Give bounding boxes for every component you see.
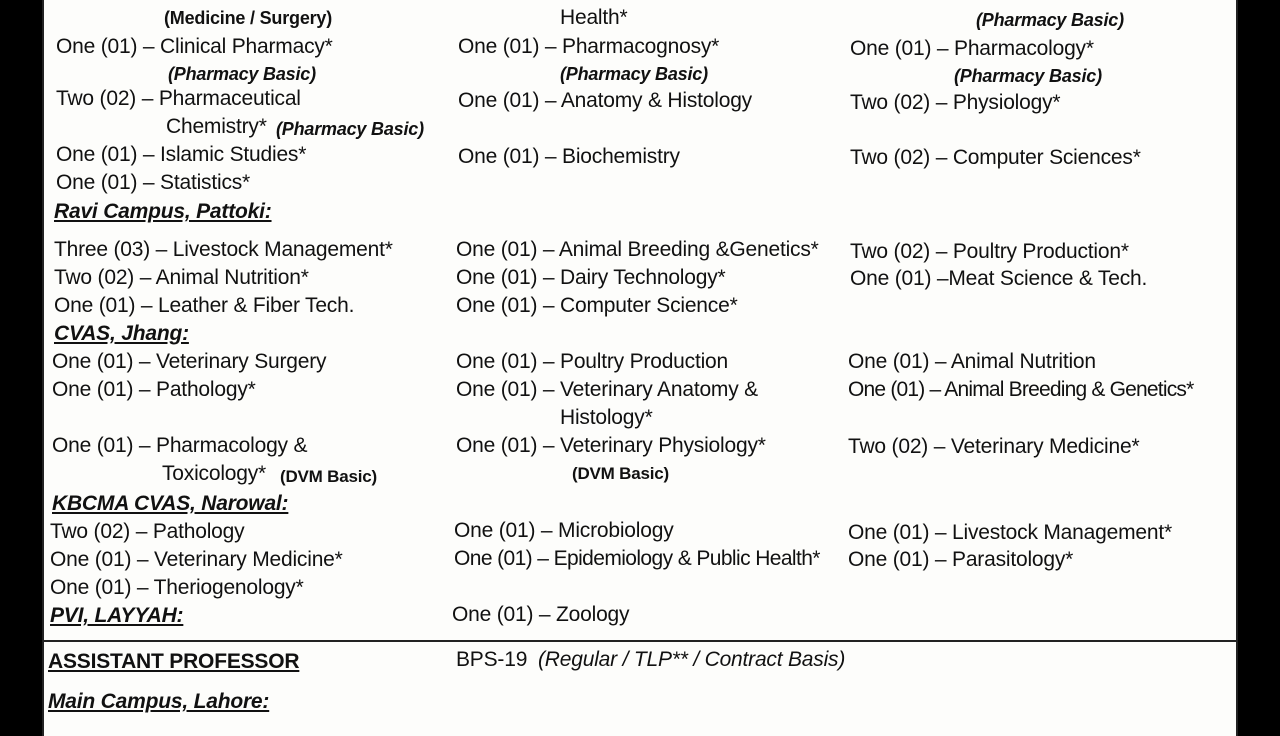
section-divider <box>44 640 1236 642</box>
post-statistics: One (01) – Statistics* <box>56 171 251 194</box>
post-animal-nutrition: Two (02) – Animal Nutrition* <box>54 266 309 289</box>
post-pathology: One (01) – Pathology* <box>52 378 256 401</box>
post-physiology: Two (02) – Physiology* <box>850 91 1061 114</box>
post-biochemistry: One (01) – Biochemistry <box>458 145 680 168</box>
post-chemistry: Chemistry* <box>166 115 267 138</box>
post-histology: Histology* <box>560 406 653 429</box>
note-pharmacy-basic: (Pharmacy Basic) <box>168 64 316 84</box>
post-leather-fiber: One (01) – Leather & Fiber Tech. <box>54 294 355 317</box>
note-dvm-basic: (DVM Basic) <box>280 467 377 486</box>
note-pharmacy-basic: (Pharmacy Basic) <box>954 66 1102 86</box>
post-toxicology: Toxicology* <box>162 462 267 485</box>
post-microbiology: One (01) – Microbiology <box>454 519 674 542</box>
post-pharmacology: One (01) – Pharmacology* <box>850 37 1094 60</box>
post-meat-science: One (01) –Meat Science & Tech. <box>850 267 1148 290</box>
post-pharmaceutical: Two (02) – Pharmaceutical <box>56 87 301 110</box>
heading-assistant-professor: ASSISTANT PROFESSOR <box>48 650 300 673</box>
top-right-note: (Pharmacy Basic) <box>976 10 1124 30</box>
top-mid-continued: Health* <box>560 6 628 29</box>
post-livestock-management: Three (03) – Livestock Management* <box>54 238 393 261</box>
post-veterinary-medicine: Two (02) – Veterinary Medicine* <box>848 435 1140 458</box>
post-dairy-technology: One (01) – Dairy Technology* <box>456 266 726 289</box>
post-theriogenology: One (01) – Theriogenology* <box>50 576 304 599</box>
employment-basis: (Regular / TLP** / Contract Basis) <box>538 648 846 671</box>
post-veterinary-medicine: One (01) – Veterinary Medicine* <box>50 548 343 571</box>
post-pathology: Two (02) – Pathology <box>50 520 245 543</box>
post-animal-nutrition: One (01) – Animal Nutrition <box>848 350 1096 373</box>
post-animal-breeding: One (01) – Animal Breeding &Genetics* <box>456 238 819 261</box>
post-epidemiology-public-health: One (01) – Epidemiology & Public Health* <box>454 547 820 570</box>
post-livestock-management: One (01) – Livestock Management* <box>848 521 1172 544</box>
post-anatomy-histology: One (01) – Anatomy & Histology <box>458 89 752 112</box>
heading-main-campus-lahore: Main Campus, Lahore: <box>48 690 270 713</box>
note-pharmacy-basic: (Pharmacy Basic) <box>276 119 424 139</box>
post-animal-breeding-genetics: One (01) – Animal Breeding & Genetics* <box>848 378 1194 401</box>
heading-kbcma-narowal: KBCMA CVAS, Narowal: <box>52 492 289 515</box>
post-computer-science: One (01) – Computer Science* <box>456 294 738 317</box>
post-clinical-pharmacy: One (01) – Clinical Pharmacy* <box>56 35 333 58</box>
post-veterinary-anatomy: One (01) – Veterinary Anatomy & <box>456 378 758 401</box>
post-islamic-studies: One (01) – Islamic Studies* <box>56 143 307 166</box>
note-dvm-basic: (DVM Basic) <box>572 464 669 483</box>
document-page <box>42 0 1238 736</box>
post-poultry-production: One (01) – Poultry Production <box>456 350 729 373</box>
post-pharmacology-toxicology: One (01) – Pharmacology & <box>52 434 308 457</box>
note-pharmacy-basic: (Pharmacy Basic) <box>560 64 708 84</box>
heading-cvas-jhang: CVAS, Jhang: <box>54 322 189 345</box>
post-poultry-production: Two (02) – Poultry Production* <box>850 240 1129 263</box>
post-veterinary-physiology: One (01) – Veterinary Physiology* <box>456 434 766 457</box>
post-parasitology: One (01) – Parasitology* <box>848 548 1074 571</box>
heading-ravi-campus: Ravi Campus, Pattoki: <box>54 200 272 223</box>
post-computer-sciences: Two (02) – Computer Sciences* <box>850 146 1141 169</box>
post-pharmacognosy: One (01) – Pharmacognosy* <box>458 35 720 58</box>
post-zoology: One (01) – Zoology <box>452 603 630 626</box>
pay-scale: BPS-19 <box>456 648 528 671</box>
top-left-note: (Medicine / Surgery) <box>164 8 333 28</box>
heading-pvi-layyah: PVI, LAYYAH: <box>50 604 184 627</box>
post-veterinary-surgery: One (01) – Veterinary Surgery <box>52 350 327 373</box>
